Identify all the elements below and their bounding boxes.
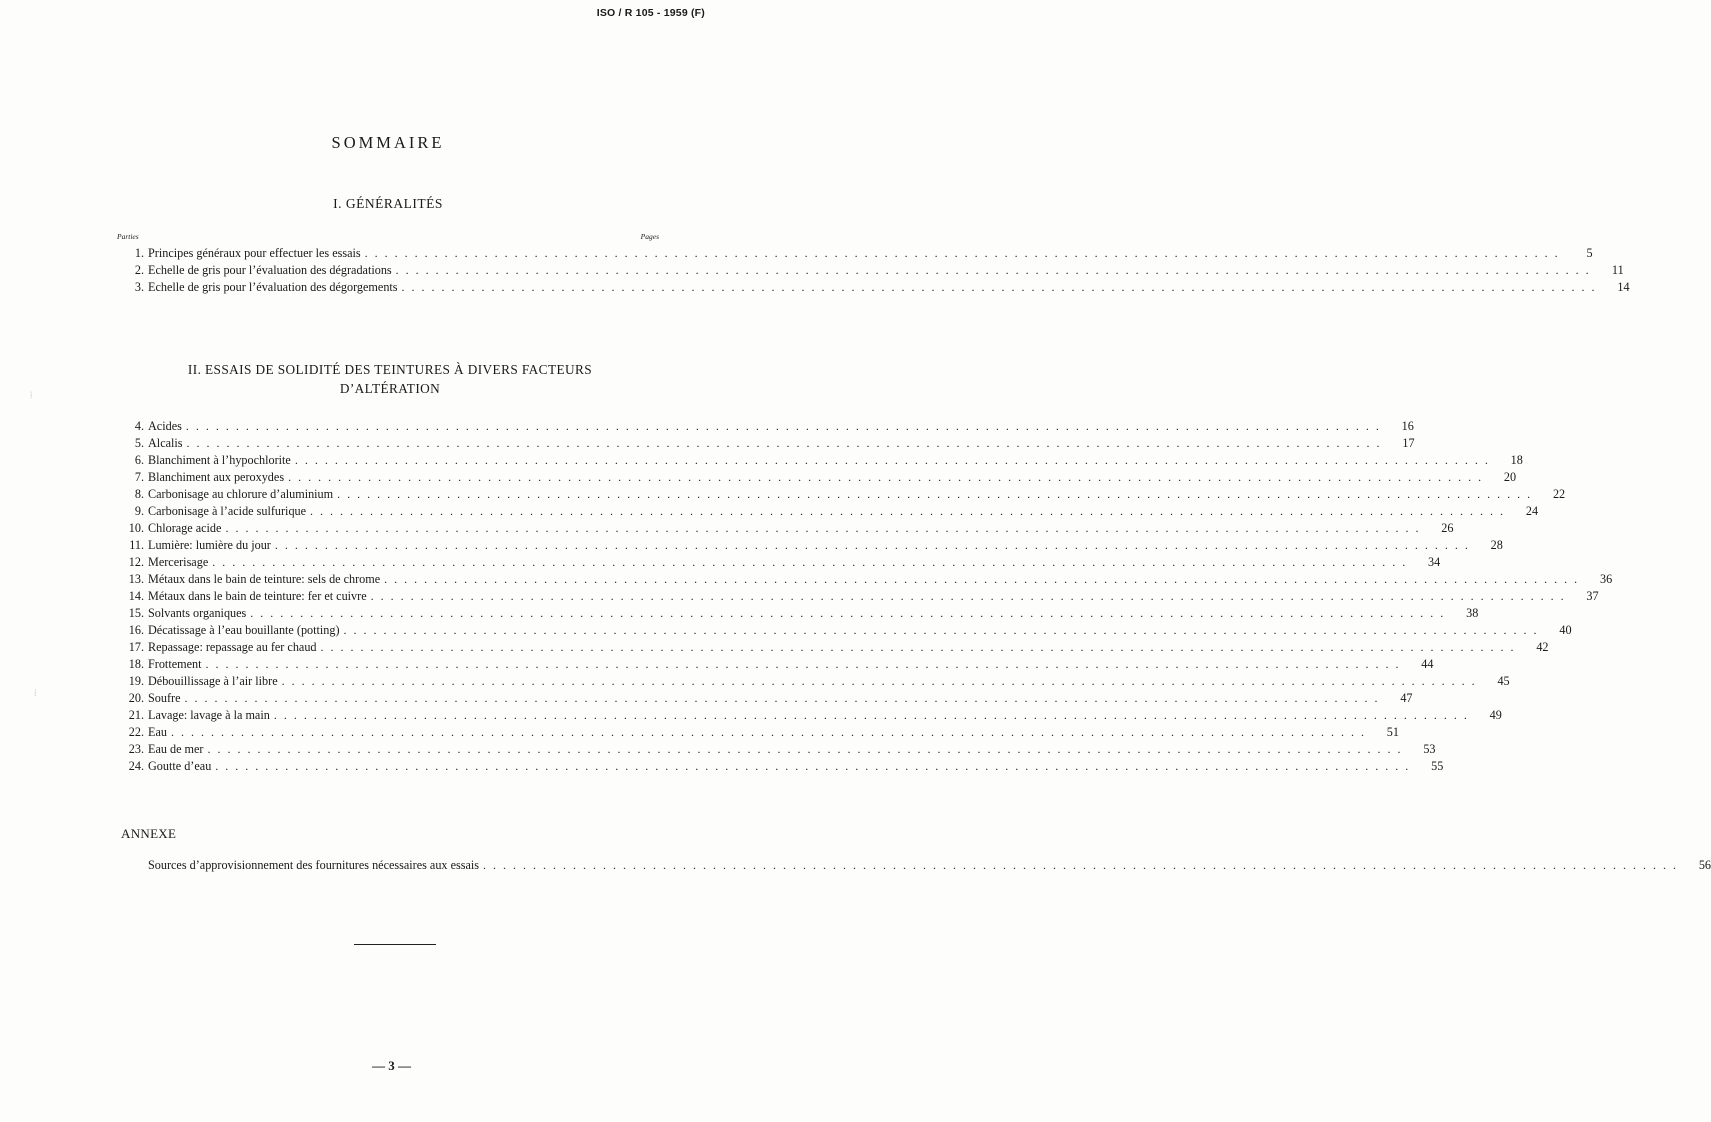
toc-entry-text: Débouillissage à l’air libre [148,674,278,688]
toc-entry-text: Sources d’approvisionnement des fournitures nécessaires aux essais [148,858,480,872]
toc-entry-number: 15. [128,606,144,620]
toc-entry-text: Eau de mer [148,742,204,756]
toc-entry-text: Décatissage à l’eau bouillante (potting) [148,623,340,637]
dot-leader: ........................................................................................................................ [401,280,1602,294]
toc-entry-number: 24. [128,759,144,773]
toc-row [110,605,1479,622]
toc-entry-number: 16. [128,623,144,637]
toc-entry-page: 56 [1698,858,1711,872]
toc-entry-page: 22 [1552,487,1566,501]
toc-entry-page: 44 [1421,657,1434,671]
dot-leader: ........................................................................................................................ [250,606,1451,620]
toc-entry-number: 13. [128,572,144,586]
toc-entry-number: 23. [128,742,144,756]
toc-row [110,418,1414,435]
toc-entry-page: 49 [1489,708,1502,722]
toc-entry-number: 19. [128,674,144,688]
dot-leader: ........................................................................................................................ [170,725,1371,739]
toc-entry-page: 28 [1490,538,1503,552]
toc-row [110,758,1444,775]
dot-leader: ........................................................................................................................ [274,538,1475,552]
toc-row [110,452,1523,469]
toc-entry-text: Lavage: lavage à la main [148,708,270,722]
annexe-title: ANNEXE [121,826,177,841]
toc-row [110,245,1593,262]
toc-entry-text: Goutte d’eau [148,759,212,773]
toc-entry-number: 3. [134,280,144,294]
toc-entry-number: 7. [134,470,144,484]
toc-entry-number: 1. [134,246,144,260]
toc-entry-number: 10. [128,521,144,535]
toc-entry-number: 2. [134,263,144,277]
toc-entry-page: 5 [1586,246,1593,260]
dot-leader: ........................................................................................................................ [384,572,1585,586]
toc-entry-text: Frottement [148,657,202,671]
dot-leader: ........................................................................................................................ [483,858,1684,872]
toc-entry-number: 20. [128,691,144,705]
toc-entry-text: Acides [148,419,182,433]
section2-title-line1: II. ESSAIS DE SOLIDITÉ DES TEINTURES À DIVERS FACTEURS [187,362,593,377]
toc-entry-number: 11. [129,538,144,552]
dot-leader: ........................................................................................................................ [215,759,1416,773]
scan-speck: ⁞ [30,390,33,400]
toc-entry-page: 47 [1400,691,1413,705]
toc-row [110,690,1413,707]
toc-entry-page: 18 [1510,453,1523,467]
toc-entry-text: Eau [148,725,167,739]
document-reference: ISO / R 105 - 1959 (F) [596,7,705,19]
toc-entry-text: Lumière: lumière du jour [148,538,271,552]
toc-row [110,554,1441,571]
toc-entry-text: Solvants organiques [148,606,247,620]
toc-entry-text: Blanchiment à l’hypochlorite [148,453,291,467]
toc-entry-text: Métaux dans le bain de teinture: fer et cuivre [148,589,367,603]
toc-entry-page: 26 [1441,521,1454,535]
toc-row [110,622,1572,639]
pages-column-label: Pages [640,232,659,241]
section1-toc-list [110,245,1630,296]
toc-entry-text: Métaux dans le bain de teinture: sels de chrome [148,572,381,586]
parts-column-label: Parties [117,232,139,241]
toc-entry-number: 5. [134,436,144,450]
toc-entry-number: 18. [128,657,144,671]
toc-entry-page: 34 [1428,555,1441,569]
dot-leader: ........................................................................................................................ [273,708,1474,722]
toc-entry-page: 17 [1402,436,1415,450]
section2-toc-list [110,418,1613,775]
dot-leader: ........................................................................................................................ [212,555,1413,569]
dot-leader: ........................................................................................................................ [186,436,1387,450]
toc-row [110,262,1624,279]
toc-entry-page: 36 [1599,572,1613,586]
toc-entry-page: 42 [1536,640,1549,654]
toc-entry-page: 16 [1401,419,1414,433]
toc-entry-page: 45 [1497,674,1510,688]
toc-entry-text: Carbonisage au chlorure d’aluminium [148,487,334,501]
toc-entry-text: Mercerisage [148,555,209,569]
dot-leader: ........................................................................................................................ [294,453,1495,467]
toc-entry-page: 51 [1386,725,1399,739]
toc-entry-number: 4. [134,419,144,433]
toc-row [110,469,1517,486]
toc-row [110,656,1434,673]
toc-entry-page: 40 [1559,623,1572,637]
toc-entry-number: 12. [128,555,144,569]
toc-entry-page: 38 [1466,606,1479,620]
dot-leader: ........................................................................................................................ [370,589,1571,603]
toc-entry-number: 22. [128,725,144,739]
toc-entry-page: 11 [1611,263,1624,277]
dot-leader: ........................................................................................................................ [337,487,1538,501]
toc-row [110,707,1502,724]
toc-entry-text: Echelle de gris pour l’évaluation des dégorgements [148,280,398,294]
toc-entry-text: Soufre [148,691,181,705]
toc-row [110,486,1566,503]
page-number: — 3 — [372,1058,411,1073]
dot-leader: ........................................................................................................................ [205,657,1406,671]
toc-entry-text: Repassage: repassage au fer chaud [148,640,317,654]
dot-leader: ........................................................................................................................ [364,246,1565,260]
section1-title: I. GÉNÉRALITÉS [333,196,443,211]
toc-entry-number: 21. [128,708,144,722]
dot-leader: ........................................................................................................................ [288,470,1489,484]
toc-row [110,279,1630,296]
toc-row [110,741,1436,758]
toc-entry-page: 53 [1423,742,1436,756]
toc-row [110,673,1510,690]
dot-leader: ........................................................................................................................ [207,742,1408,756]
toc-entry-number: 6. [134,453,144,467]
toc-entry-text: Echelle de gris pour l’évaluation des dégradations [148,263,392,277]
toc-entry-text: Chlorage acide [148,521,222,535]
toc-row [110,857,1711,874]
scan-speck: ⁞ [34,688,37,698]
section2-title-line2: D’ALTÉRATION [339,381,441,396]
annexe-entry [110,857,1711,874]
toc-row [110,724,1399,741]
toc-entry-text: Alcalis [148,436,183,450]
dot-leader: ........................................................................................................................ [320,640,1521,654]
toc-row [110,435,1415,452]
dot-leader: ........................................................................................................................ [310,504,1511,518]
toc-entry-number: 17. [128,640,144,654]
toc-row [110,571,1613,588]
toc-row [110,639,1549,656]
toc-entry-text: Carbonisage à l’acide sulfurique [148,504,307,518]
dot-leader: ........................................................................................................................ [281,674,1482,688]
dot-leader: ........................................................................................................................ [395,263,1596,277]
toc-row [110,588,1599,605]
toc-entry-number: 14. [128,589,144,603]
section2-title [120,360,660,398]
toc-entry-page: 55 [1431,759,1444,773]
toc-entry-number: 9. [134,504,144,518]
dot-leader: ........................................................................................................................ [343,623,1544,637]
divider-rule [354,944,436,945]
dot-leader: ........................................................................................................................ [185,419,1386,433]
dot-leader: ........................................................................................................................ [184,691,1385,705]
page-title: SOMMAIRE [331,133,445,152]
toc-row [110,503,1539,520]
toc-row [110,537,1503,554]
toc-row [110,520,1454,537]
dot-leader: ........................................................................................................................ [225,521,1426,535]
toc-entry-page: 37 [1586,589,1599,603]
toc-entry-text: Principes généraux pour effectuer les essais [148,246,361,260]
toc-entry-page: 14 [1617,280,1630,294]
toc-entry-page: 20 [1503,470,1517,484]
toc-entry-text: Blanchiment aux peroxydes [148,470,285,484]
toc-entry-page: 24 [1525,504,1539,518]
toc-entry-number: 8. [134,487,144,501]
